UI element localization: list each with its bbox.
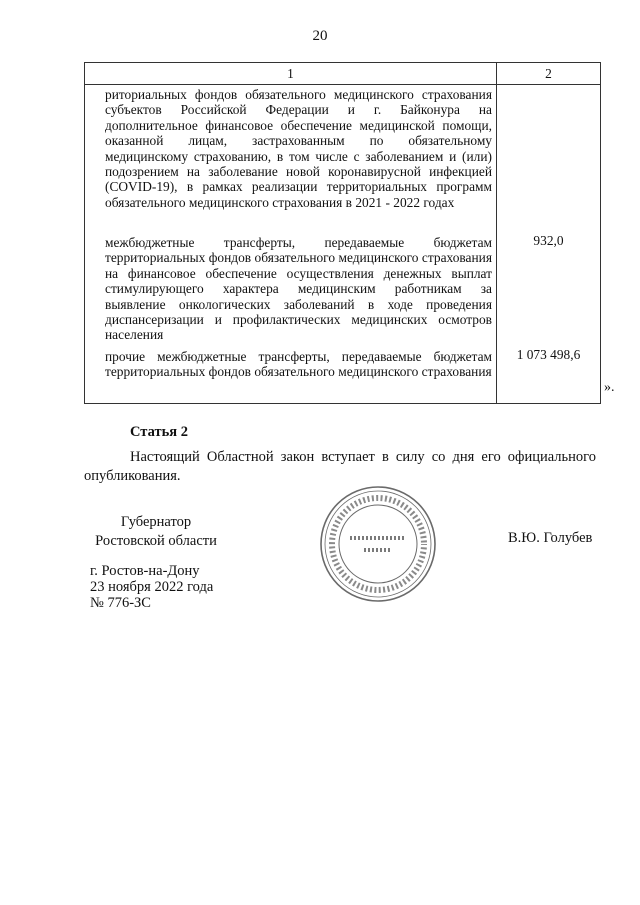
row-value: 932,0 (497, 233, 601, 347)
row-description-cell (85, 347, 497, 404)
row-description: риториальных фондов обязательного медицинского страхования субъектов Российской Федерации и г. Байконура на дополнительное финансовое обеспечение медицинской помощи, оказанной лицам, застрахованным по обязательному медицинскому страхованию, в том числе с заболеванием и (или) подозрением на заболевание новой коронавирусной инфекцией (COVID-19), в рамках реализации территориальных программ обязательного медицинского страхования в 2021 - 2022 годах (105, 87, 492, 210)
seal-outer-ring-inner-line (325, 491, 431, 597)
signing-details (90, 563, 213, 611)
table-row (85, 347, 601, 404)
row-value: 1 073 498,6 (497, 347, 601, 404)
seal-inner-ring (339, 505, 417, 583)
article-title: Статья 2 (130, 424, 188, 440)
seal-outer-ring (321, 487, 435, 601)
article-text: Настоящий Областной закон вступает в силу со дня его официального опубликования. (84, 449, 596, 484)
seal-center-lettering (350, 538, 406, 550)
column-header-1: 1 (85, 63, 497, 85)
table-row (85, 85, 601, 234)
closing-quote: ». (604, 380, 615, 395)
signatory-name: В.Ю. Голубев (508, 530, 593, 546)
signing-date: 23 ноября 2022 года (90, 579, 214, 595)
budget-table (84, 62, 601, 404)
row-description-cell (85, 233, 497, 347)
seal-ring-lettering (332, 498, 424, 590)
row-value (497, 85, 601, 234)
signatory-position-line-2: Ростовской области (95, 533, 217, 549)
signatory-position (90, 513, 222, 551)
table-row (85, 233, 601, 347)
row-description: прочие межбюджетные трансферты, передаваемые бюджетам территориальных фондов обязательного медицинского страхования (105, 349, 492, 380)
signing-city: г. Ростов-на-Дону (90, 563, 200, 579)
row-description: межбюджетные трансферты, передаваемые бюджетам территориальных фондов обязательного медицинского страхования на финансовое обеспечение осуществления денежных выплат стимулирующего характера медицинским работникам за выявление онкологических заболеваний в ходе проведения диспансеризации и профилактических медицинских осмотров населения (105, 235, 492, 343)
table-header-row (85, 63, 601, 85)
law-number: № 776-ЗС (90, 595, 151, 611)
row-description-cell (85, 85, 497, 234)
official-seal-stamp (316, 482, 440, 606)
column-header-2: 2 (497, 63, 601, 85)
signatory-position-line-1: Губернатор (120, 514, 192, 530)
page-number: 20 (312, 28, 328, 44)
